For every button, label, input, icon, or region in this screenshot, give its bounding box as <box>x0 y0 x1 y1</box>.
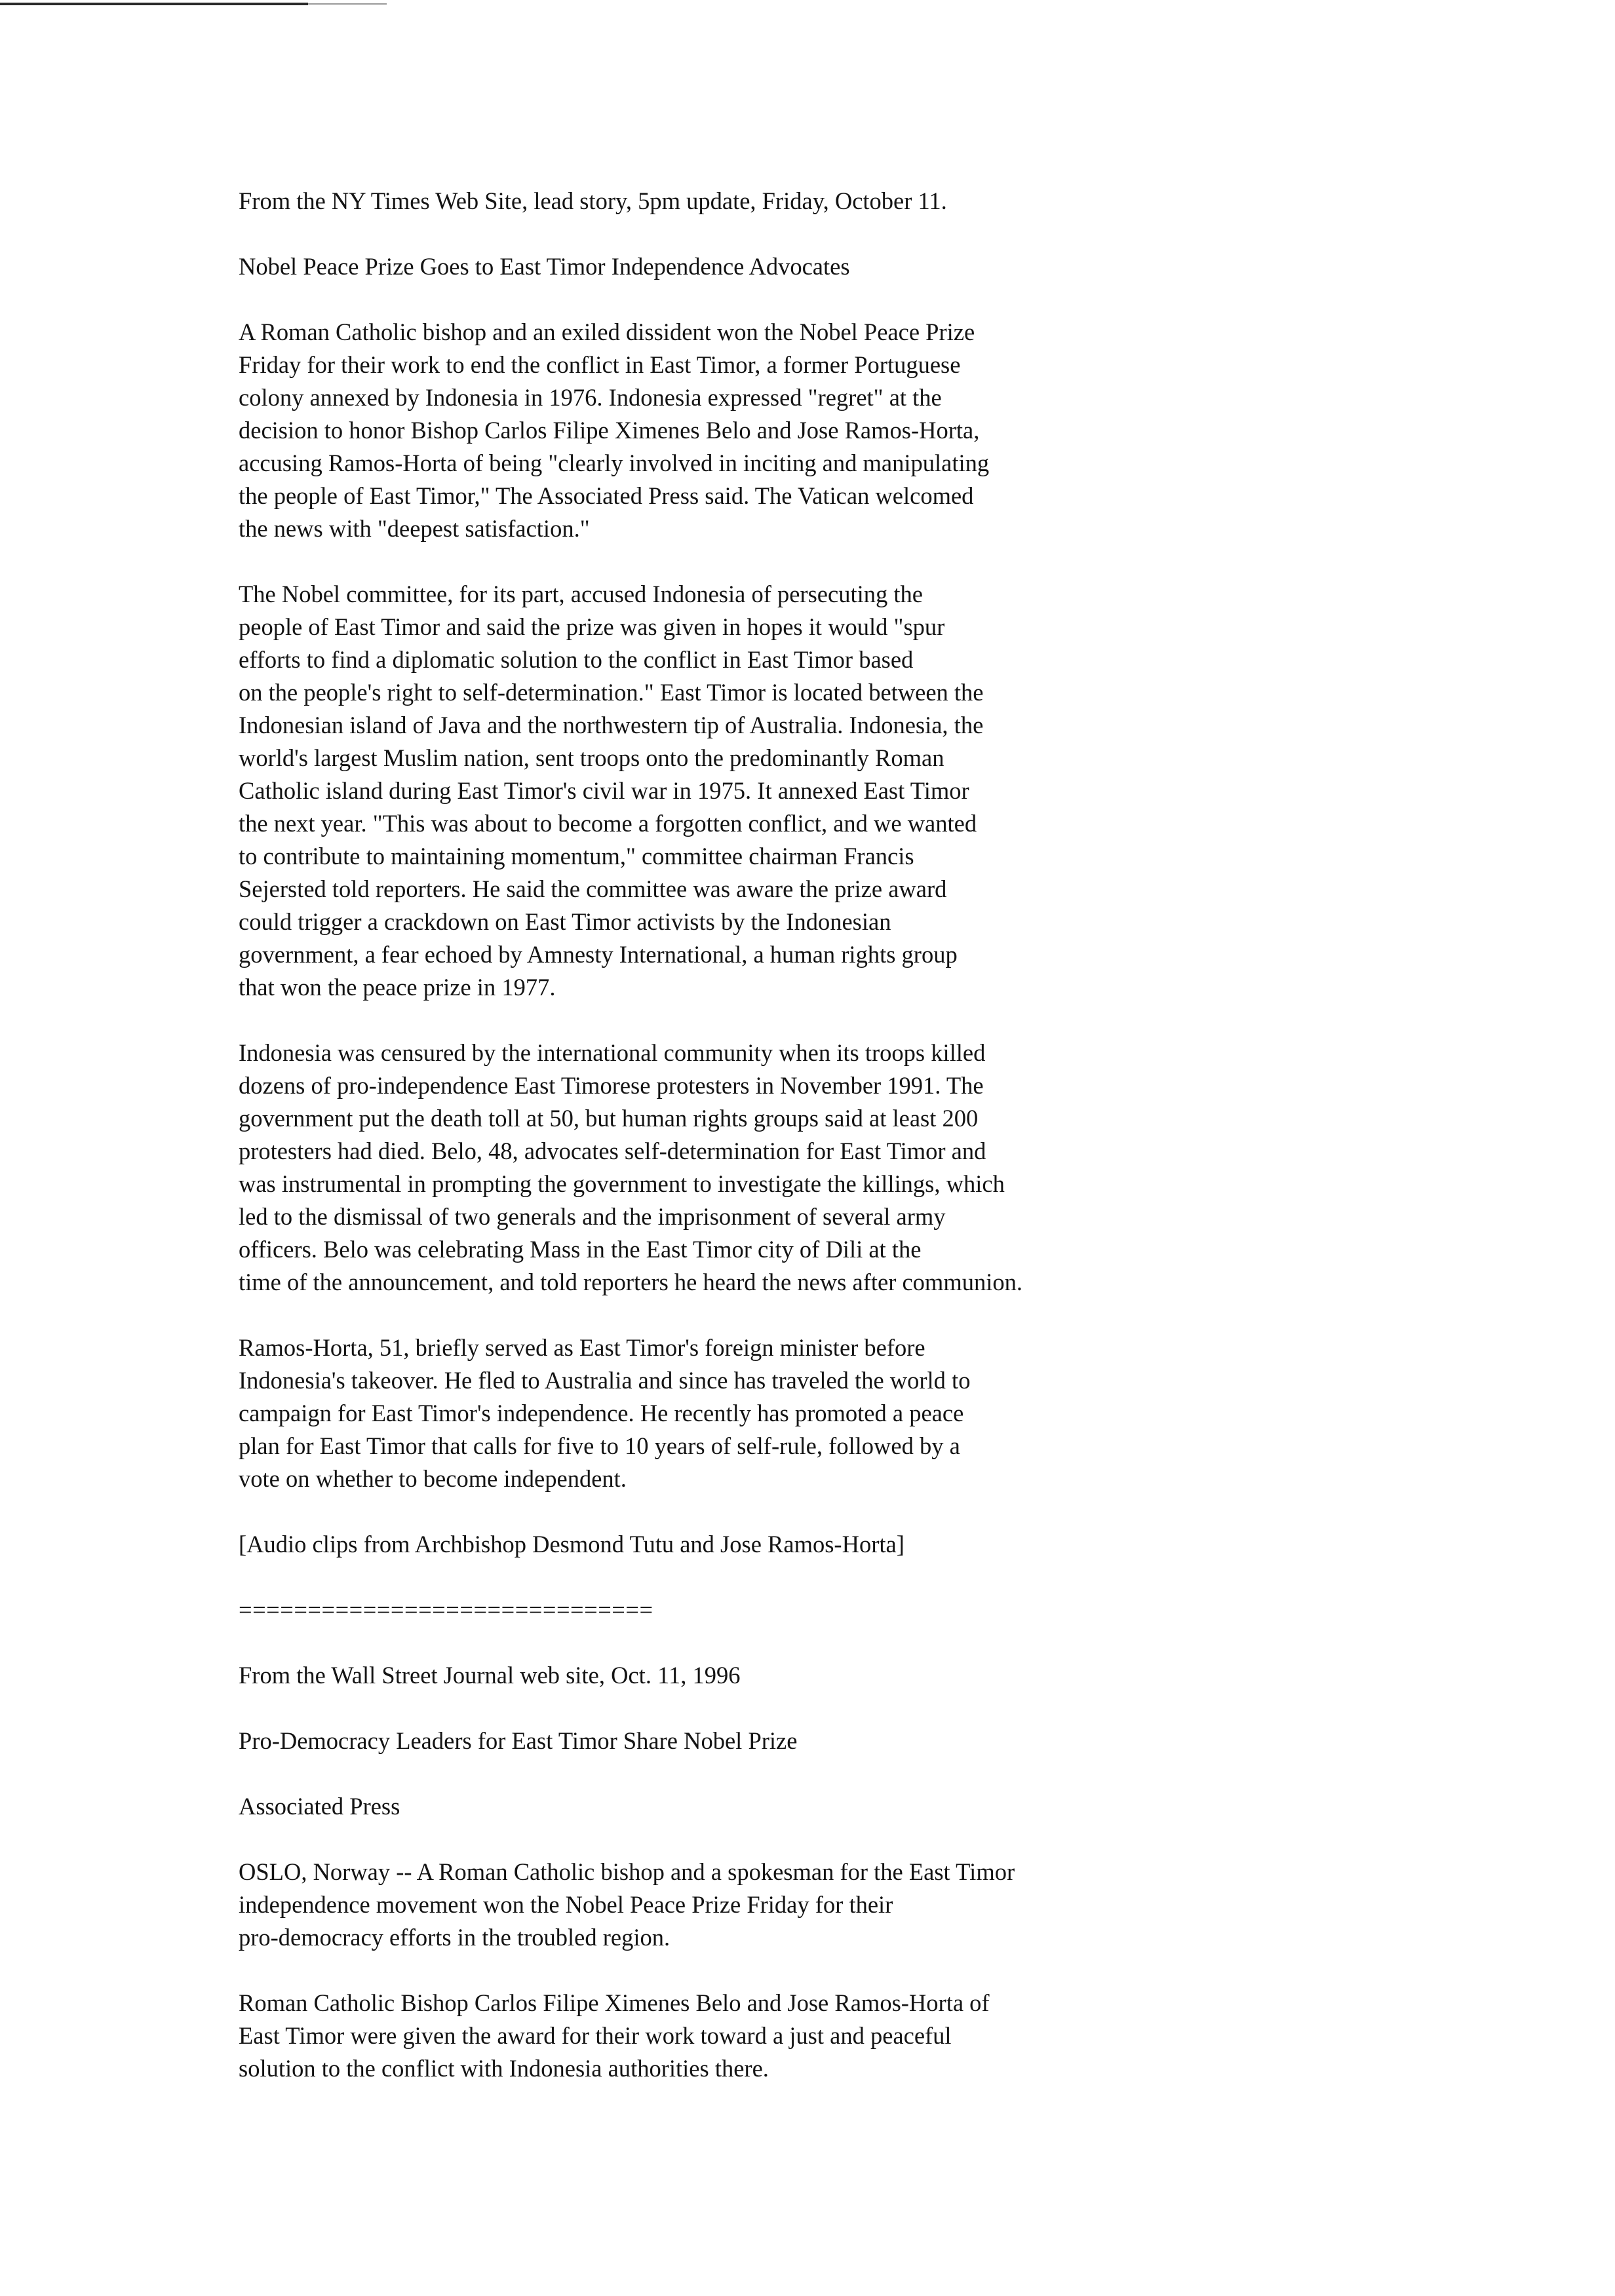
text-line: on the people's right to self-determination." East Timor is located between the <box>239 679 984 706</box>
wsj-paragraph-2 <box>239 1987 1222 2085</box>
spacer <box>239 283 1222 316</box>
byline: Associated Press <box>239 1793 400 1820</box>
text-line: Catholic island during East Timor's civil war in 1975. It annexed East Timor <box>239 777 969 804</box>
text-line: The Nobel committee, for its part, accused Indonesia of persecuting the <box>239 581 923 607</box>
text-line: pro-democracy efforts in the troubled region. <box>239 1924 671 1951</box>
spacer <box>239 1299 1222 1331</box>
text-line: led to the dismissal of two generals and the imprisonment of several army <box>239 1203 946 1230</box>
text-line: Indonesia was censured by the international community when its troops killed <box>239 1039 986 1066</box>
text-line: colony annexed by Indonesia in 1976. Indonesia expressed "regret" at the <box>239 384 942 411</box>
text-line: protesters had died. Belo, 48, advocates self-determination for East Timor and <box>239 1138 986 1164</box>
source-line-nyt: From the NY Times Web Site, lead story, 5pm update, Friday, October 11. <box>239 187 947 214</box>
text-line: officers. Belo was celebrating Mass in the East Timor city of Dili at the <box>239 1236 922 1263</box>
spacer <box>239 545 1222 578</box>
text-line: Friday for their work to end the conflict in East Timor, a former Portuguese <box>239 351 961 378</box>
audio-clips-note: [Audio clips from Archbishop Desmond Tutu and Jose Ramos-Horta] <box>239 1531 905 1558</box>
text-line: was instrumental in prompting the government to investigate the killings, which <box>239 1170 1005 1197</box>
spacer <box>239 1757 1222 1790</box>
text-line: to contribute to maintaining momentum," committee chairman Francis <box>239 843 914 870</box>
text-line: decision to honor Bishop Carlos Filipe Ximenes Belo and Jose Ramos-Horta, <box>239 417 980 444</box>
text-line: plan for East Timor that calls for five to 10 years of self-rule, followed by a <box>239 1432 960 1459</box>
text-line: the next year. "This was about to become a forgotten conflict, and we wanted <box>239 810 977 837</box>
text-line: the people of East Timor," The Associated Press said. The Vatican welcomed <box>239 482 974 509</box>
text-line: A Roman Catholic bishop and an exiled dissident won the Nobel Peace Prize <box>239 318 975 345</box>
text-line: people of East Timor and said the prize was given in hopes it would "spur <box>239 613 945 640</box>
text-line: Indonesia's takeover. He fled to Australia and since has traveled the world to <box>239 1367 971 1394</box>
text-line: Indonesian island of Java and the northwestern tip of Australia. Indonesia, the <box>239 712 984 738</box>
text-line: world's largest Muslim nation, sent troops onto the predominantly Roman <box>239 744 944 771</box>
spacer <box>239 1561 1222 1594</box>
text-line: Sejersted told reporters. He said the committee was aware the prize award <box>239 875 947 902</box>
nyt-paragraph-2 <box>239 578 1222 1004</box>
text-line: independence movement won the Nobel Peace Prize Friday for their <box>239 1891 893 1918</box>
text-line: Ramos-Horta, 51, briefly served as East Timor's foreign minister before <box>239 1334 925 1361</box>
text-line: East Timor were given the award for their work toward a just and peaceful <box>239 2022 952 2049</box>
scan-top-rule-faint <box>308 3 387 5</box>
spacer <box>239 1626 1222 1659</box>
source-line-wsj: From the Wall Street Journal web site, Oct. 11, 1996 <box>239 1662 741 1689</box>
text-line: government put the death toll at 50, but human rights groups said at least 200 <box>239 1105 979 1132</box>
spacer <box>239 1004 1222 1037</box>
headline-wsj: Pro-Democracy Leaders for East Timor Share Nobel Prize <box>239 1727 798 1754</box>
nyt-paragraph-1 <box>239 316 1222 545</box>
text-line: Roman Catholic Bishop Carlos Filipe Ximenes Belo and Jose Ramos-Horta of <box>239 1989 990 2016</box>
nyt-paragraph-3 <box>239 1037 1222 1299</box>
text-line: the news with "deepest satisfaction." <box>239 515 590 542</box>
text-line: accusing Ramos-Horta of being "clearly involved in inciting and manipulating <box>239 450 990 476</box>
scan-top-rule <box>0 3 308 5</box>
text-line: solution to the conflict with Indonesia authorities there. <box>239 2055 769 2082</box>
wsj-paragraph-1 <box>239 1856 1222 1954</box>
text-line: government, a fear echoed by Amnesty International, a human rights group <box>239 941 958 968</box>
document-page <box>239 185 1222 2085</box>
spacer <box>239 1692 1222 1725</box>
text-line: that won the peace prize in 1977. <box>239 974 556 1001</box>
section-separator: ============================== <box>239 1596 653 1623</box>
spacer <box>239 1495 1222 1528</box>
spacer <box>239 1954 1222 1987</box>
text-line: dozens of pro-independence East Timorese protesters in November 1991. The <box>239 1072 984 1099</box>
spacer <box>239 1823 1222 1856</box>
text-line: could trigger a crackdown on East Timor activists by the Indonesian <box>239 908 891 935</box>
text-line: vote on whether to become independent. <box>239 1465 627 1492</box>
nyt-paragraph-4 <box>239 1331 1222 1495</box>
headline-nyt: Nobel Peace Prize Goes to East Timor Independence Advocates <box>239 253 850 280</box>
text-line: efforts to find a diplomatic solution to the conflict in East Timor based <box>239 646 914 673</box>
spacer <box>239 218 1222 250</box>
text-line: campaign for East Timor's independence. He recently has promoted a peace <box>239 1400 964 1426</box>
text-line: OSLO, Norway -- A Roman Catholic bishop and a spokesman for the East Timor <box>239 1858 1015 1885</box>
text-line: time of the announcement, and told reporters he heard the news after communion. <box>239 1269 1022 1295</box>
